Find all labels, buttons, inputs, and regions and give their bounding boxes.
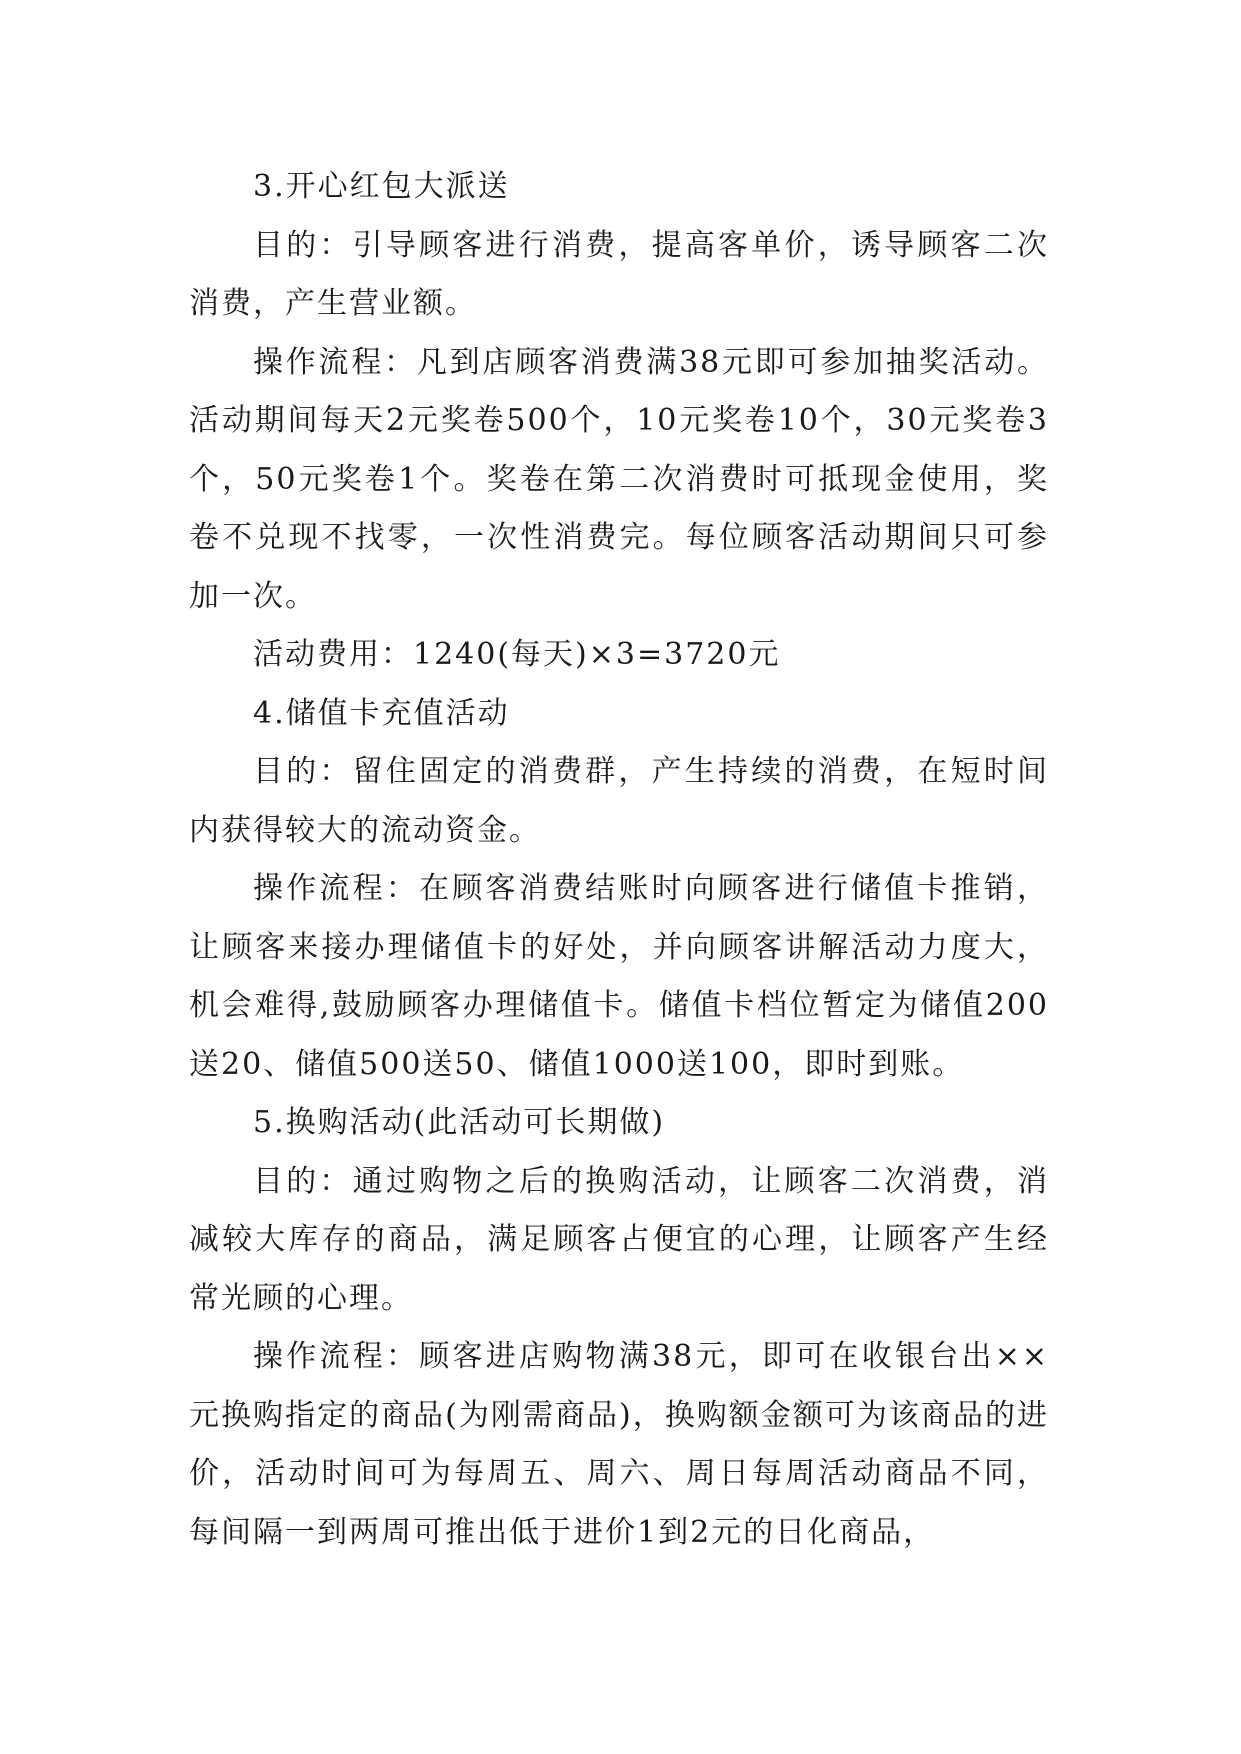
paragraph-process-stored-value-card: 操作流程：在顾客消费结账时向顾客进行储值卡推销，让顾客来接办理储值卡的好处，并向顾客讲解活动力度大，机会难得,鼓励顾客办理储值卡。储值卡档位暂定为储值200送20、储值500送50、储值1000送100，即时到账。 bbox=[189, 871, 1049, 1082]
section-heading-stored-value-card: 4.储值卡充值活动 bbox=[253, 695, 510, 731]
section-heading-red-packet: 3.开心红包大派送 bbox=[253, 169, 510, 204]
paragraph-purpose-stored-value-card: 目的：留住固定的消费群，产生持续的消费，在短时间内获得较大的流动资金。 bbox=[189, 754, 1049, 848]
paragraph-purpose-red-packet: 目的：引导顾客进行消费，提高客单价，诱导顾客二次消费，产生营业额。 bbox=[189, 227, 1049, 321]
paragraph-process-exchange-purchase: 操作流程：顾客进店购物满38元，即可在收银台出××元换购指定的商品(为刚需商品)，换购额金额可为该商品的进价，活动时间可为每周五、周六、周日每周活动商品不同，每间隔一到两周可推出低于进价1到2元的日化商品， bbox=[189, 1339, 1049, 1550]
paragraph-cost-red-packet: 活动费用：1240(每天)×3=3720元 bbox=[253, 637, 781, 672]
paragraph-process-red-packet: 操作流程：凡到店顾客消费满38元即可参加抽奖活动。活动期间每天2元奖卷500个，10元奖卷10个，30元奖卷3个，50元奖卷1个。奖卷在第二次消费时可抵现金使用，奖卷不兑现不找零，一次性消费完。每位顾客活动期间只可参加一次。 bbox=[189, 344, 1049, 614]
document-page bbox=[189, 158, 1049, 1562]
section-heading-exchange-purchase: 5.换购活动(此活动可长期做) bbox=[253, 1105, 666, 1140]
paragraph-purpose-exchange-purchase: 目的：通过购物之后的换购活动，让顾客二次消费，消减较大库存的商品，满足顾客占便宜的心理，让顾客产生经常光顾的心理。 bbox=[189, 1163, 1049, 1316]
